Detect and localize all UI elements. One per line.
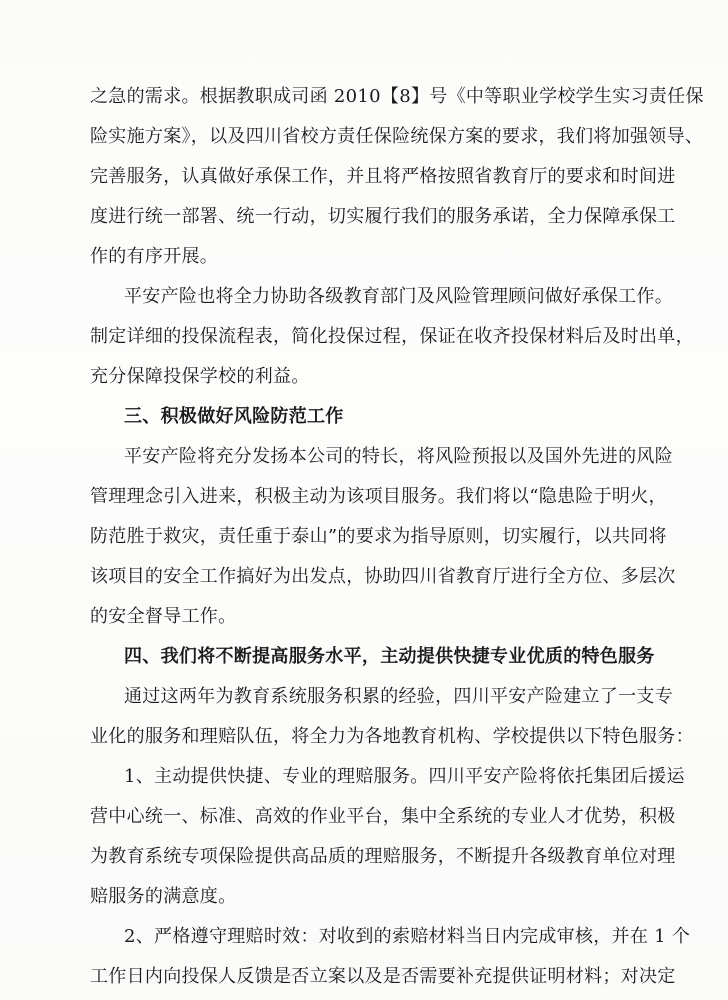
section-heading: 四、我们将不断提高服务水平，主动提供快捷专业优质的特色服务 xyxy=(124,646,655,667)
paragraph-line: 平安产险也将全力协助各级教育部门及风险管理顾问做好承保工作。 xyxy=(124,286,673,307)
paragraph-line: 平安产险将充分发扬本公司的特长，将风险预报以及国外先进的风险 xyxy=(124,446,673,467)
paragraph-line: 为教育系统专项保险提供高品质的理赔服务，不断提升各级教育单位对理 xyxy=(90,846,676,867)
paragraph-line: 管理理念引入进来，积极主动为该项目服务。我们将以“隐患险于明火， xyxy=(90,486,667,507)
paragraph-line: 制定详细的投保流程表，简化投保过程，保证在收齐投保材料后及时出单， xyxy=(90,326,694,347)
paragraph-line: 工作日内向投保人反馈是否立案以及是否需要补充提供证明材料；对决定 xyxy=(90,966,676,987)
paragraph-line: 险实施方案》，以及四川省校方责任保险统保方案的要求，我们将加强领导、 xyxy=(90,126,704,147)
paragraph-line: 的安全督导工作。 xyxy=(90,606,237,627)
paragraph-line: 赔服务的满意度。 xyxy=(90,886,237,907)
paragraph-line: 2、严格遵守理赔时效：对收到的索赔材料当日内完成审核，并在 1 个 xyxy=(124,926,691,947)
paragraph-line: 度进行统一部署、统一行动，切实履行我们的服务承诺，全力保障承保工 xyxy=(90,206,676,227)
paragraph-line: 1、主动提供快捷、专业的理赔服务。四川平安产险将依托集团后援运 xyxy=(124,766,685,787)
paragraph-line: 业化的服务和理赔队伍，将全力为各地教育机构、学校提供以下特色服务： xyxy=(90,726,694,747)
paragraph-line: 完善服务，认真做好承保工作，并且将严格按照省教育厅的要求和时间进 xyxy=(90,166,676,187)
paragraph-line: 作的有序开展。 xyxy=(90,246,219,267)
paragraph-line: 通过这两年为教育系统服务积累的经验，四川平安产险建立了一支专 xyxy=(124,686,673,707)
paragraph-line: 营中心统一、标准、高效的作业平台，集中全系统的专业人才优势，积极 xyxy=(90,806,676,827)
section-heading: 三、积极做好风险防范工作 xyxy=(124,406,344,427)
paragraph-line: 防范胜于救灾，责任重于泰山”的要求为指导原则，切实履行，以共同将 xyxy=(90,526,667,547)
paragraph-line: 之急的需求。根据教职成司函 2010【8】号《中等职业学校学生实习责任保 xyxy=(90,86,704,107)
paragraph-line: 充分保障投保学校的利益。 xyxy=(90,366,310,387)
paragraph-line: 该项目的安全工作搞好为出发点，协助四川省教育厅进行全方位、多层次 xyxy=(90,566,676,587)
